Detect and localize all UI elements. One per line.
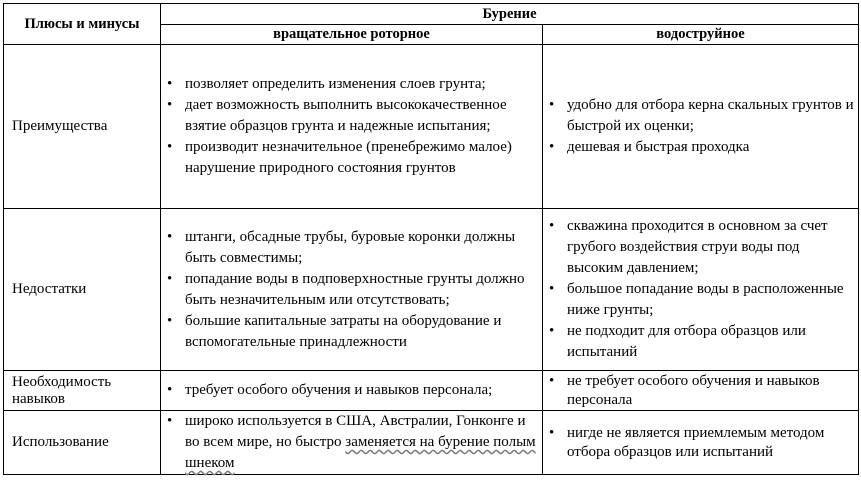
list-item: • большие капитальные затраты на оборудование и вспомогательные принадлежности xyxy=(185,311,538,353)
cell-advantages-waterjet xyxy=(543,45,859,209)
list-item: • штанги, обсадные трубы, буровые коронки должны быть совместимы; xyxy=(185,227,538,269)
list-item: • не подходит для отбора образцов или испытаний xyxy=(567,321,854,363)
list-item: • нигде не является приемлемым методом отбора образцов или испытаний xyxy=(567,424,854,462)
list-item: • большое попадание воды в расположенные ниже грунты; xyxy=(567,279,854,321)
header-waterjet: водоструйное xyxy=(543,25,859,45)
header-rotary: вращательное роторное xyxy=(161,25,543,45)
usage-rotary-text: широко используется в США, Австралии, Гонконге и во всем мире, но быстро xyxy=(185,413,526,450)
label-disadvantages: Недостатки xyxy=(4,209,161,371)
header-pros-cons: Плюсы и минусы xyxy=(4,4,161,45)
usage-rotary-underlined-text: заменяется на бурение полым шнеком xyxy=(185,434,536,471)
cell-usage-rotary xyxy=(161,411,543,475)
label-advantages: Преимущества xyxy=(4,45,161,209)
label-usage: Использование xyxy=(4,411,161,475)
cell-skills-rotary xyxy=(161,371,543,411)
row-usage xyxy=(4,411,859,475)
list-item: • дает возможность выполнить высококачественное взятие образцов грунта и надежные испытания; xyxy=(185,95,538,137)
list-item xyxy=(185,411,538,474)
row-advantages xyxy=(4,45,859,209)
cell-skills-waterjet xyxy=(543,371,859,411)
list-item: • не требует особого обучения и навыков персонала xyxy=(567,372,854,410)
list-item: • производит незначительное (пренебрежимо малое) нарушение природного состояния грунтов xyxy=(185,137,538,179)
list-item: • попадание воды в подповерхностные грунты должно быть незначительным или отсутствовать; xyxy=(185,269,538,311)
comparison-table xyxy=(3,3,859,475)
list-item: • скважина проходится в основном за счет грубого воздействия струи воды под высоким давлением; xyxy=(567,216,854,279)
list-item: • дешевая и быстрая проходка xyxy=(567,137,854,158)
cell-disadvantages-rotary xyxy=(161,209,543,371)
list-item: • удобно для отбора керна скальных грунтов и быстрой их оценки; xyxy=(567,95,854,137)
row-disadvantages xyxy=(4,209,859,371)
row-skills xyxy=(4,371,859,411)
cell-disadvantages-waterjet xyxy=(543,209,859,371)
cell-advantages-rotary xyxy=(161,45,543,209)
cell-usage-waterjet xyxy=(543,411,859,475)
list-item: • требует особого обучения и навыков персонала; xyxy=(185,381,538,400)
header-row-top xyxy=(4,4,859,25)
list-item: • позволяет определить изменения слоев грунта; xyxy=(185,74,538,95)
header-drilling: Бурение xyxy=(161,4,859,25)
label-skills: Необходимость навыков xyxy=(4,371,161,411)
